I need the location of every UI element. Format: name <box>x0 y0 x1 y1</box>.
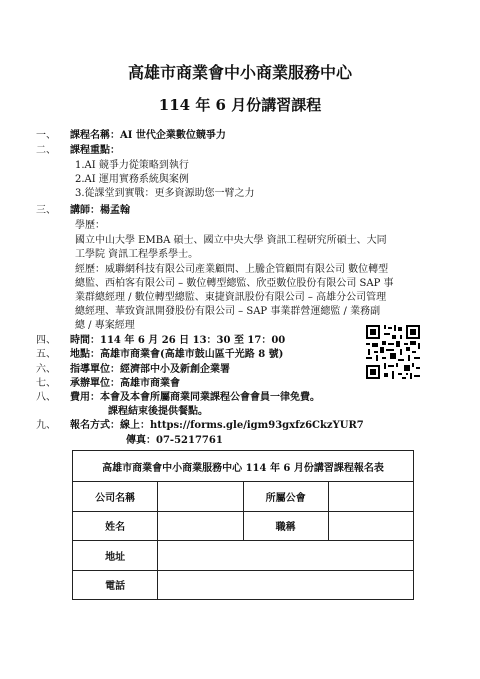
address-label: 地址 <box>73 541 158 571</box>
registration-form <box>72 450 414 600</box>
focus-label: 課程重點： <box>70 145 120 156</box>
experience-text: 總經理、華致資訊開發股份有限公司 – SAP 事業群營運總監 / 業務副 <box>75 306 381 317</box>
course-fee: 費用：本會及本會所屬商業同業課程公會會員一律免費。 <box>70 392 320 403</box>
item-focus <box>0 144 480 158</box>
focus-point: 2.AI 運用實務系統與案例 <box>75 174 189 185</box>
association-label: 所屬公會 <box>243 482 328 512</box>
position-label: 職稱 <box>243 511 328 541</box>
fax-number: 傳真：07-5217761 <box>126 435 223 446</box>
course-place: 地點：高雄市商業會(高雄市鼓山區千光路 8 號) <box>70 349 284 360</box>
item-place <box>0 348 360 362</box>
item-guide <box>0 363 360 377</box>
phone-field[interactable] <box>158 570 414 600</box>
item-number: 二、 <box>36 145 56 156</box>
item-number: 四、 <box>36 335 56 346</box>
experience-text: 總 / 專案經理 <box>75 320 135 331</box>
item-number: 一、 <box>36 130 56 141</box>
education-label: 學歷： <box>75 220 105 231</box>
item-number: 七、 <box>36 378 56 389</box>
company-label: 公司名稱 <box>73 482 158 512</box>
item-number: 九、 <box>36 420 56 431</box>
org-title: 高雄市商業會中小商業服務中心 <box>127 63 352 82</box>
item-host <box>0 377 360 391</box>
item-number: 五、 <box>36 349 56 360</box>
address-field[interactable] <box>158 541 414 571</box>
item-number: 八、 <box>36 392 56 403</box>
item-course-name <box>0 129 480 143</box>
item-number: 三、 <box>36 205 56 216</box>
item-time <box>0 334 360 348</box>
course-name: 課程名稱：AI 世代企業數位競爭力 <box>70 130 226 141</box>
position-field[interactable] <box>328 511 413 541</box>
teacher-name: 講師：楊孟翰 <box>70 205 130 216</box>
name-label: 姓名 <box>73 511 158 541</box>
experience-text: 總監、西柏客有限公司 – 數位轉型總監、欣亞數位股份有限公司 SAP 事 <box>75 278 394 289</box>
qr-code-icon <box>364 323 422 381</box>
education-text: 工學院 資訊工程學系學士。 <box>75 249 199 260</box>
guiding-unit: 指導單位：經濟部中小及新創企業署 <box>70 364 230 375</box>
education-text: 國立中山大學 EMBA 碩士、國立中央大學 資訊工程研究所碩士、大同 <box>75 235 387 246</box>
item-fee <box>0 391 480 405</box>
meal-note: 課程結束後提供餐點。 <box>108 406 208 417</box>
company-field[interactable] <box>158 482 243 512</box>
course-time: 時間：114 年 6 月 26 日 13：30 至 17：00 <box>70 335 286 346</box>
experience-text: 經歷：威聯網科技有限公司產業顧問、上騰企管顧問有限公司 數位轉型 <box>75 264 389 275</box>
signup-line <box>0 420 480 434</box>
form-title: 高雄市商業會中小商業服務中心 114 年 6 月份講習課程報名表 <box>73 451 414 482</box>
focus-point: 3.從課堂到實戰：更多資源助您一臂之力 <box>75 188 255 199</box>
focus-point: 1.AI 競爭力從策略到執行 <box>75 160 189 171</box>
signup-method[interactable]: 報名方式：線上：https://forms.gle/igm93gxfz6CkzYUR7 <box>70 420 364 431</box>
experience-text: 業群總經理 / 數位轉型總監、東捷資訊股份有限公司 – 高雄分公司管理 <box>75 292 387 303</box>
item-number: 六、 <box>36 364 56 375</box>
association-field[interactable] <box>328 482 413 512</box>
phone-label: 電話 <box>73 570 158 600</box>
host-unit: 承辦單位：高雄市商業會 <box>70 378 180 389</box>
course-title: 114 年 6 月份講習課程 <box>158 96 322 114</box>
item-teacher <box>0 204 480 218</box>
name-field[interactable] <box>158 511 243 541</box>
